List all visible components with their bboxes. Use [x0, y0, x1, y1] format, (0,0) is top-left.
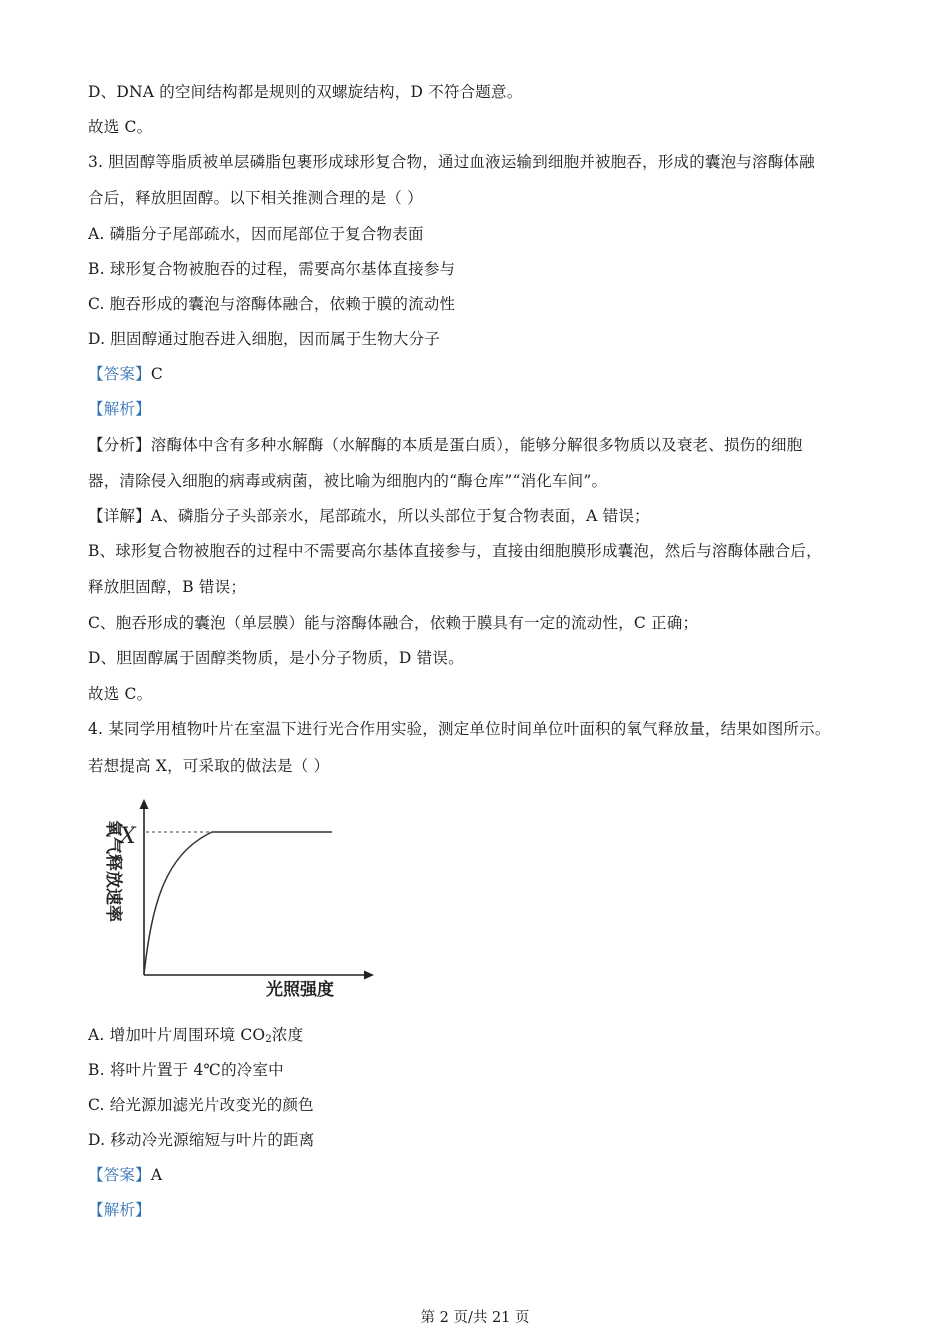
question-4-option-d: D. 移动冷光源缩短与叶片的距离 — [88, 1131, 315, 1149]
oxygen-release-figure — [84, 795, 384, 1010]
detail-text: 释放胆固醇，B 错误； — [88, 578, 247, 596]
analysis-text: 器，清除侵入细胞的病毒或病菌，被比喻为细胞内的“酶仓库”“消化车间”。 — [88, 472, 608, 490]
subscript-2: 2 — [265, 1034, 272, 1045]
option-a-text: A. 增加叶片周围环境 CO — [88, 1026, 266, 1044]
question-4-answer — [88, 1165, 162, 1185]
question-3-option-c: C. 胞吞形成的囊泡与溶酶体融合，依赖于膜的流动性 — [88, 295, 456, 313]
page-number-footer: 第 2 页/共 21 页 — [420, 1310, 530, 1326]
answer-tag: 【答案】 — [88, 365, 151, 383]
detail-text: D、胆固醇属于固醇类物质，是小分子物质，D 错误。 — [88, 649, 464, 667]
analysis-text: 【分析】溶酶体中含有多种水解酶（水解酶的本质是蛋白质），能够分解很多物质以及衰老、损伤的细胞 — [88, 436, 803, 454]
question-3-stem: 3. 胆固醇等脂质被单层磷脂包裹形成球形复合物，通过血液运输到细胞并被胞吞，形成的囊泡与溶酶体融 — [88, 153, 815, 171]
text-line: D、DNA 的空间结构都是规则的双螺旋结构，D 不符合题意。 — [88, 83, 523, 101]
x-axis-label: 光照强度 — [266, 980, 334, 1000]
text-line: 故选 C。 — [88, 685, 153, 703]
y-axis-arrow — [140, 799, 149, 809]
answer-tag: 【答案】 — [88, 1166, 151, 1184]
x-level-label: X — [120, 824, 136, 849]
question-4-option-c: C. 给光源加滤光片改变光的颜色 — [88, 1096, 314, 1114]
option-a-text-end: 浓度 — [271, 1026, 304, 1044]
question-3-option-a: A. 磷脂分子尾部疏水，因而尾部位于复合物表面 — [88, 225, 424, 243]
question-3-stem: 合后，释放胆固醇。以下相关推测合理的是（ ） — [88, 189, 423, 207]
x-axis-arrow — [364, 971, 374, 980]
analysis-tag: 【解析】 — [88, 400, 151, 418]
question-3-answer — [88, 364, 163, 384]
y-axis-label: 氧气释放速率 — [103, 820, 123, 922]
detail-text: C、胞吞形成的囊泡（单层膜）能与溶酶体融合，依赖于膜具有一定的流动性，C 正确； — [88, 614, 699, 632]
response-curve — [144, 832, 332, 974]
text-line: 故选 C。 — [88, 118, 153, 136]
analysis-tag: 【解析】 — [88, 1201, 151, 1219]
answer-value: A — [150, 1166, 163, 1184]
question-4-stem: 若想提高 X，可采取的做法是（ ） — [88, 757, 330, 775]
question-3-option-d: D. 胆固醇通过胞吞进入细胞，因而属于生物大分子 — [88, 330, 441, 348]
question-4-stem: 4. 某同学用植物叶片在室温下进行光合作用实验，测定单位时间单位叶面积的氧气释放量，结果如图所示。 — [88, 720, 831, 738]
question-4-option-b: B. 将叶片置于 4℃的冷室中 — [88, 1061, 284, 1079]
detail-text: 【详解】A、磷脂分子头部亲水，尾部疏水，所以头部位于复合物表面，A 错误； — [88, 507, 650, 525]
question-3-option-b: B. 球形复合物被胞吞的过程，需要高尔基体直接参与 — [88, 260, 456, 278]
question-4-option-a — [88, 1025, 303, 1050]
answer-value: C — [150, 365, 163, 383]
detail-text: B、球形复合物被胞吞的过程中不需要高尔基体直接参与，直接由细胞膜形成囊泡，然后与溶酶体融合后， — [88, 542, 822, 560]
